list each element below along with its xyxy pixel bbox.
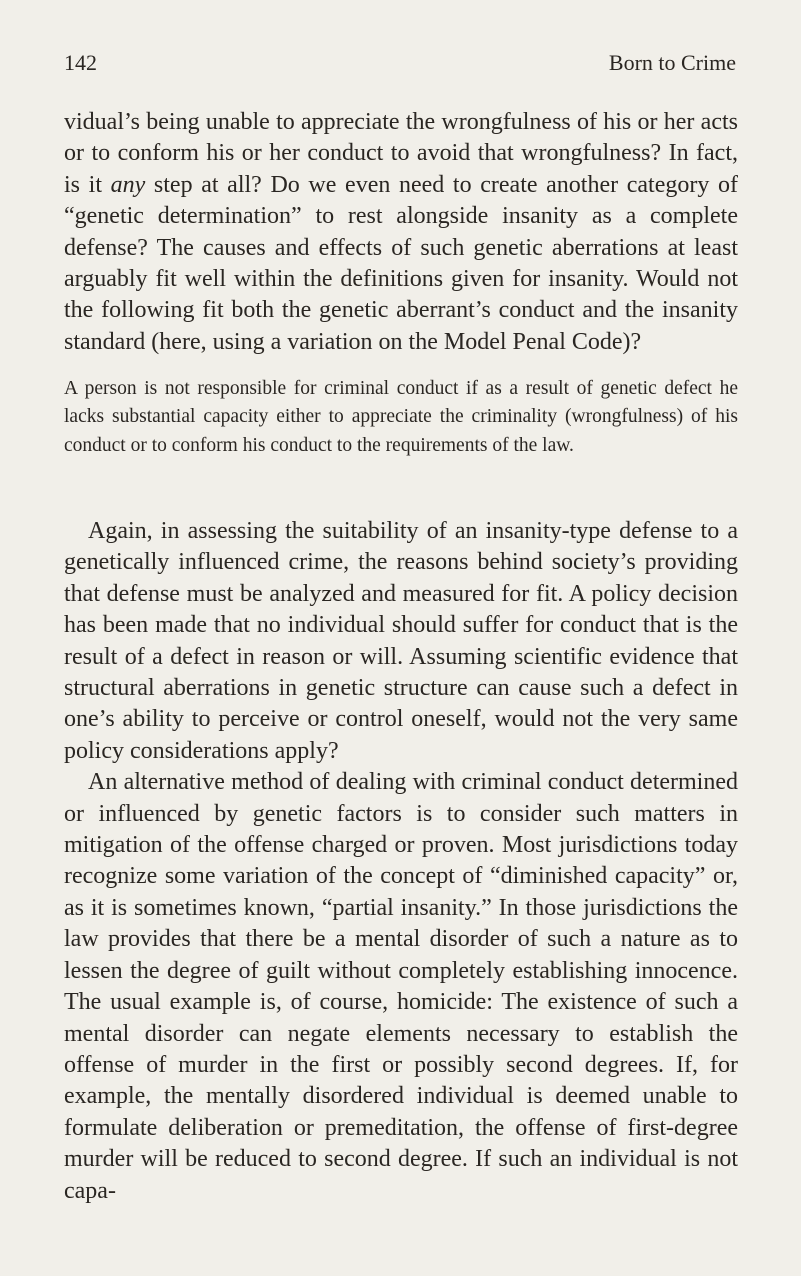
body-paragraphs <box>64 516 738 1207</box>
paragraph-continued <box>64 107 738 358</box>
paragraph-again: Again, in assessing the suitability of an insanity-type defense to a genetically influenced crime, the reasons behind society’s providing that defense must be analyzed and measured for fit. A policy decision has been made that no individual should suffer for conduct that is the result of a defect in reason or will. Assuming scientific evidence that structural aberrations in genetic structure can cause such a defect in one’s ability to perceive or control oneself, would not the very same policy considerations apply? <box>64 518 738 764</box>
paragraph-alternative: An alternative method of dealing with criminal conduct determined or influenced by genetic factors is to consider such matters in mitigation of the offense charged or proven. Most jurisdictions today recognize some variation of the concept of “diminished capacity” or, as it is sometimes known, “partial insanity.” In those jurisdictions the law provides that there be a mental disorder of such a nature as to lessen the degree of guilt without completely establishing innocence. The usual example is, of course, homicide: The existence of such a mental disorder can negate elements necessary to establish the offense of murder in the first or possibly second degrees. If, for example, the mentally disordered individual is deemed unable to formulate deliberation or premeditation, the offense of first-degree murder will be reduced to second degree. If such an individual is not capa- <box>64 769 738 1204</box>
emphasis-any: any <box>110 171 146 198</box>
quotation-text: A person is not responsible for criminal conduct if as a result of genetic defect he lacks substantial capacity either to appreciate the criminality (wrongfulness) of his conduct or to conform his conduct to the requirements of the law. <box>64 378 738 456</box>
running-title: Born to Crime <box>608 50 736 75</box>
paragraph-continued-text-end: step at all? Do we even need to create another category of “genetic determination” to rest alongside insanity as a complete defense? The causes and effects of such genetic aberrations at least arguably fit well within the definitions given for insanity. Would not the following fit both the genetic aberrant’s conduct and the insanity standard (here, using a variation on the Model Penal Code)? <box>64 171 739 355</box>
continued-paragraph <box>64 107 738 358</box>
running-head <box>64 48 736 78</box>
block-quotation <box>64 375 738 460</box>
paragraph-continued-text-start: vidual’s being unable to appreciate the wrongfulness of his or her acts or to conform his or her conduct to avoid that wrongfulness? In fact, is it <box>64 109 738 198</box>
page-number: 142 <box>64 50 97 75</box>
